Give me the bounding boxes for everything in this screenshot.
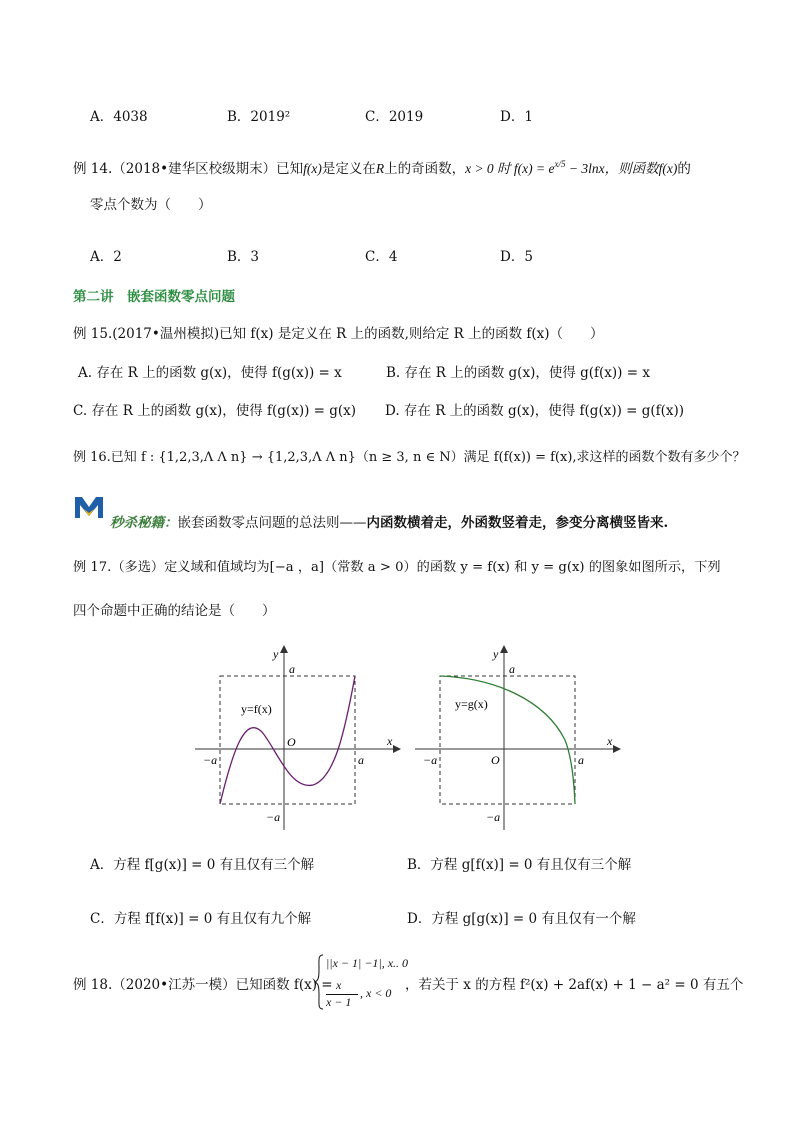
q13-option-b: B．2019² <box>227 109 291 125</box>
graph-g-neg-a-y: −a <box>486 810 501 824</box>
q18-piecewise <box>314 954 409 1010</box>
q17-option-d: D．方程 g[g(x)] = 0 有且仅有一个解 <box>407 911 636 927</box>
left-brace-icon <box>314 954 324 1010</box>
q14-stem-line1: 例 14.（2018•建华区校级期末）已知f(x)是定义在R上的奇函数，x > 0 时 $f(x) = e^{x/5} - 3\ln x$，则函数f(x)的 <box>73 159 691 177</box>
graph-g-x-label: x <box>607 734 613 748</box>
q17-option-c: C．方程 f[f(x)] = 0 有且仅有九个解 <box>90 911 312 927</box>
graph-g-label: y=g(x) <box>455 697 488 711</box>
tip-label: 秒杀秘籍： <box>110 515 178 531</box>
q18-piece1: ||x − 1| −1|, x.. 0 <box>326 956 409 970</box>
q17-option-a: A．方程 f[g(x)] = 0 有且仅有三个解 <box>90 857 315 873</box>
q18-stem-pre: 例 18.（2020•江苏一模）已知函数 f(x) = <box>73 977 333 993</box>
q15-option-b: B. 存在 R 上的函数 g(x)，使得 g(f(x)) = x <box>386 365 650 381</box>
q17-stem-line1: 例 17.（多选）定义域和值域均为[−a ，a]（常数 a > 0）的函数 y = f(x) 和 y = g(x) 的图象如图所示，下列 <box>73 560 721 575</box>
q14-option-d: D．5 <box>500 249 533 265</box>
graph-f <box>195 640 405 832</box>
graph-g-a-x: a <box>578 753 584 767</box>
q17-stem-line2: 四个命题中正确的结论是（ ） <box>73 603 276 619</box>
graph-f-neg-a-x: −a <box>203 753 218 767</box>
graph-g <box>415 640 625 832</box>
tip-bold-text: 内函数横着走，外函数竖着走，参变分离横竖皆来. <box>366 515 669 531</box>
q18-piece2-den: x − 1 <box>326 995 352 1009</box>
graph-f-y-label: y <box>273 647 279 661</box>
graph-g-y-label: y <box>493 647 499 661</box>
q18-piece2-num: x <box>336 978 342 992</box>
m-logo-icon <box>73 494 105 520</box>
q14-option-a: A．2 <box>90 249 122 265</box>
q14-option-b: B．3 <box>227 249 260 265</box>
tip-line <box>110 511 668 531</box>
tip-logo <box>73 494 105 524</box>
tip-text: 嵌套函数零点问题的总法则—— <box>177 515 367 531</box>
graph-f-neg-a-y: −a <box>266 810 281 824</box>
q18-piece2-cond: , x < 0 <box>360 986 392 1000</box>
q14-option-c: C．4 <box>365 249 398 265</box>
graph-g-origin: O <box>491 753 500 767</box>
graph-f-label: y=f(x) <box>241 702 272 716</box>
q13-option-c: C．2019 <box>365 109 424 125</box>
q15-option-a: A. 存在 R 上的函数 g(x)，使得 f(g(x)) = x <box>78 365 342 381</box>
graph-g-bounding-box <box>440 676 575 804</box>
graph-g-neg-a-x: −a <box>423 753 438 767</box>
q14-stem-line2: 零点个数为（ ） <box>90 197 212 213</box>
graph-g-a-top: a <box>509 662 515 676</box>
q13-option-a: A．4038 <box>90 109 148 125</box>
q17-option-b: B．方程 g[f(x)] = 0 有且仅有三个解 <box>407 857 632 873</box>
q16-stem: 例 16.已知 f : {1,2,3,Λ Λ n} → {1,2,3,Λ Λ n}（n ≥ 3, n ∈ N）满足 f(f(x)) = f(x),求这样的函数个数有多少个？ <box>73 450 746 465</box>
graph-f-x-label: x <box>387 734 393 748</box>
graph-f-a-top: a <box>289 662 295 676</box>
graph-f-a-x: a <box>358 753 364 767</box>
graph-f-origin: O <box>287 735 296 749</box>
q15-stem: 例 15.(2017•温州模拟)已知 f(x) 是定义在 R 上的函数,则给定 R 上的函数 f(x)（ ） <box>73 326 604 342</box>
q18-stem-post: ，若关于 x 的方程 f²(x) + 2af(x) + 1 − a² = 0 有五个 <box>405 977 744 993</box>
q15-option-d: D. 存在 R 上的函数 g(x)，使得 f(g(x)) = g(f(x)) <box>385 403 685 419</box>
graph-g-curve <box>440 676 575 804</box>
q13-option-d: D．1 <box>500 109 533 125</box>
q15-option-c: C. 存在 R 上的函数 g(x)，使得 f(g(x)) = g(x) <box>73 403 357 419</box>
section-title: 第二讲 嵌套函数零点问题 <box>73 289 235 305</box>
